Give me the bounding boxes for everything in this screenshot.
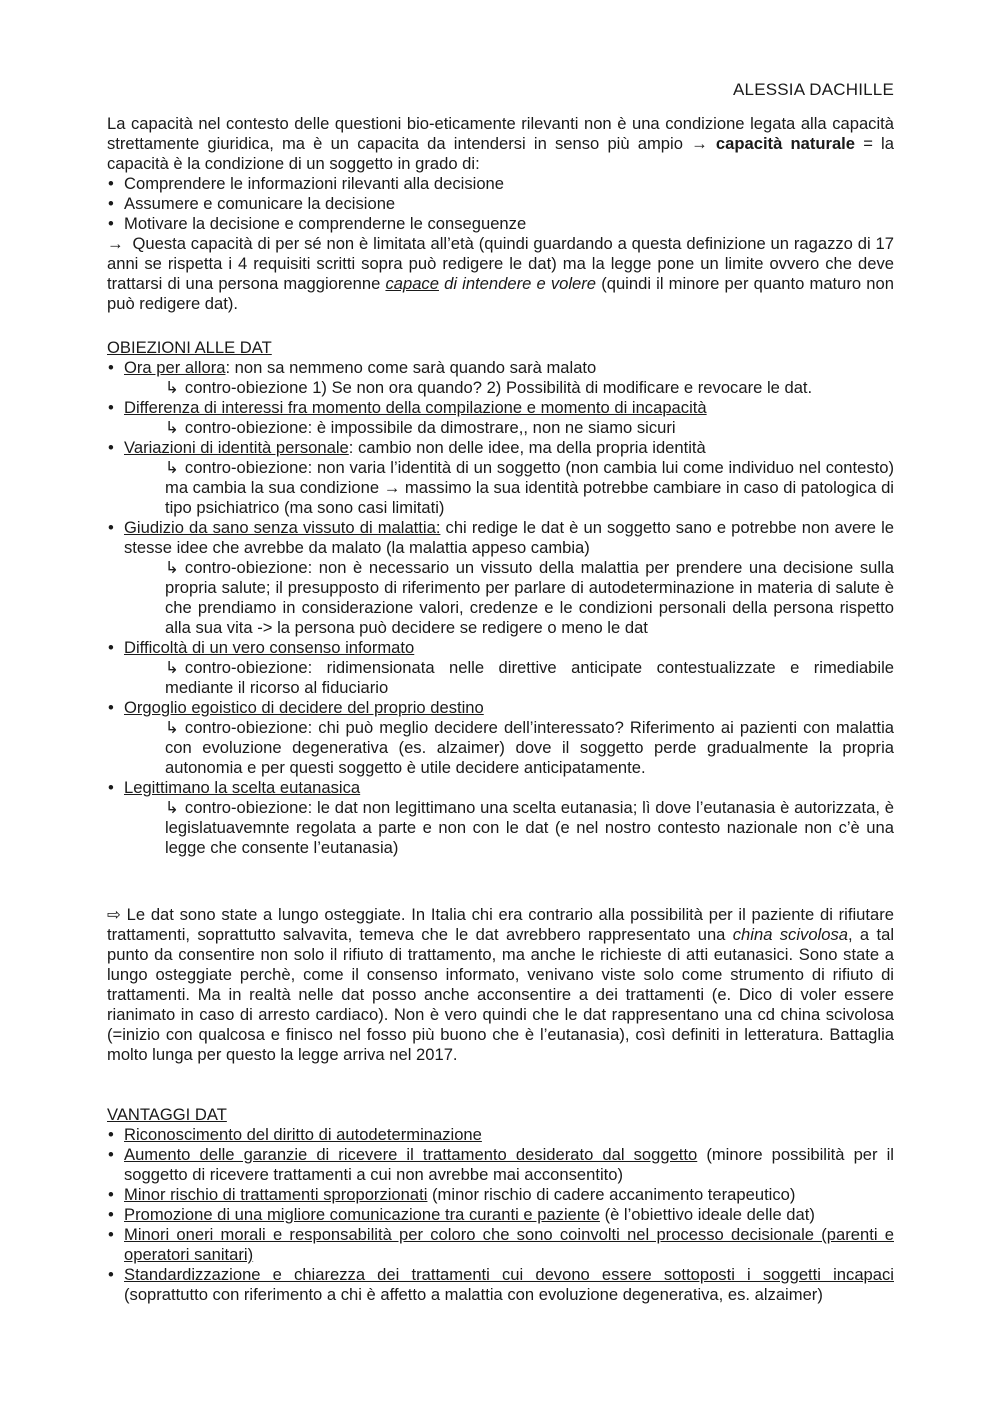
advantage-label: Minor rischio di trattamenti sproporzionati (124, 1185, 428, 1204)
list-item (107, 1205, 894, 1225)
advantage-label: Aumento delle garanzie di ricevere il trattamento desiderato dal soggetto (124, 1145, 698, 1164)
list-item (107, 1125, 894, 1145)
advantage-text: (è l’obiettivo ideale delle dat) (599, 1205, 815, 1224)
list-item (107, 1225, 894, 1265)
arrow-icon: → (691, 134, 708, 153)
advantage-text: (minore possibilità per il soggetto di ricevere trattamenti a cui non avrebbe mai acconsentito) (124, 1145, 894, 1184)
objection-label: Variazioni di identità personale (124, 438, 349, 457)
arrow-icon: → (107, 234, 124, 253)
objection-text: chi redige le dat è un soggetto sano e potrebbe non avere le stesse idee che avrebbe da malato (la malattia appeso cambia) (124, 518, 894, 557)
return-arrow-icon: ↳ (165, 458, 179, 477)
return-arrow-icon: ↳ (165, 798, 179, 817)
counter-text: contro-obiezione: non varia l’identità di un soggetto (non cambia lui come individuo nel contesto) ma cambia la sua condizione → massimo la sua identità potrebbe cambiare in caso di patologica di tipo psichiatrico (ma sono casi limitati) (165, 458, 894, 517)
author-name: ALESSIA DACHILLE (733, 80, 894, 99)
counter-objection (165, 418, 894, 438)
capacity-term: capacità naturale (715, 134, 856, 153)
section-title: OBIEZIONI ALLE DAT (107, 338, 272, 357)
objection-label: Difficoltà di un vero consenso informato (124, 638, 415, 657)
note-text: (quindi il minore per quanto maturo non può redigere dat). (107, 274, 894, 313)
counter-objection (165, 458, 894, 518)
intro-text: La capacità nel contesto delle questioni bio-eticamente rilevanti non è una condizione legata alla capacità strettamente giuridica, ma è un capacita da intendersi in senso più ampio (107, 114, 894, 153)
list-item: • Comprendere le informazioni rilevanti alla decisione (107, 174, 894, 194)
objection-text: : non sa nemmeno come sarà quando sarà malato (225, 358, 597, 377)
intendere-volere-term: di intendere e volere (444, 274, 597, 293)
counter-objection (165, 718, 894, 778)
list-item (107, 638, 894, 698)
objection-text: : cambio non delle idee, ma della propria identità (348, 438, 706, 457)
dat-history-paragraph (107, 905, 894, 1065)
advantage-text: (minor rischio di cadere accanimento terapeutico) (427, 1185, 796, 1204)
counter-text: contro-obiezione: non è necessario un vissuto della malattia per prendere una decisione sulla propria salute; il presupposto di riferimento per parlare di autodeterminazione in materia di salute è che prendiamo in considerazione valori, credenze e le condizioni personali della persona rispetto alla sua vita -> la persona può decidere se redigere o meno le dat (165, 558, 894, 637)
list-item (107, 1265, 894, 1305)
list-item (107, 778, 894, 858)
list-item (107, 518, 894, 638)
intro-section (107, 114, 894, 314)
list-item: • Motivare la decisione e comprenderne le conseguenze (107, 214, 894, 234)
paragraph-text: Le dat sono state a lungo osteggiate. In Italia chi era contrario alla possibilità per il paziente di rifiutare trattamenti, soprattutto salvavita, temeva che le dat avrebbero rappresentato una (107, 905, 894, 944)
advantage-label: Promozione di una migliore comunicazione tra curanti e paziente (124, 1205, 600, 1224)
objection-label: Differenza di interessi fra momento della compilazione e momento di incapacità (124, 398, 707, 417)
return-arrow-icon: ↳ (165, 658, 179, 677)
intro-paragraph (107, 114, 894, 174)
china-scivolosa-term: china scivolosa (732, 925, 848, 944)
objections-list (107, 358, 894, 858)
advantage-text: (soprattutto con riferimento a chi è affetto a malattia con evoluzione degenerativa, es. alzaimer) (124, 1285, 823, 1304)
objection-label: Ora per allora (124, 358, 226, 377)
return-arrow-icon: ↳ (165, 378, 179, 397)
list-item (107, 438, 894, 518)
age-note-paragraph (107, 234, 894, 314)
capacity-requirements-list (107, 174, 894, 234)
hollow-arrow-icon: ⇨ (107, 905, 121, 924)
section-title: VANTAGGI DAT (107, 1105, 227, 1124)
list-item: • Assumere e comunicare la decisione (107, 194, 894, 214)
list-item (107, 698, 894, 778)
return-arrow-icon: ↳ (165, 718, 179, 737)
counter-objection (165, 558, 894, 638)
counter-text: contro-obiezione: le dat non legittimano una scelta eutanasia; lì dove l’eutanasia è autorizzata, è legislatuavemnte regolata a parte e non con le dat (e nel nostro contesto nazionale non c’è una legge che consente l’eutanasia) (165, 798, 894, 857)
definition-text: = la capacità è la condizione di un soggetto in grado di: (107, 134, 894, 173)
note-text: Questa capacità di per sé non è limitata all’età (quindi guardando a questa definizione un ragazzo di 17 anni se rispetta i 4 requisiti scritti sopra può redigere le dat) ma la legge pone un limite ovvero che deve trattarsi di una persona maggiorenne (107, 234, 894, 293)
dat-history-section (107, 905, 894, 1065)
advantages-list (107, 1125, 894, 1305)
advantage-label: Standardizzazione e chiarezza dei trattamenti cui devono essere sottoposti i soggetti incapaci (124, 1265, 894, 1284)
objection-label: Legittimano la scelta eutanasica (124, 778, 361, 797)
objection-label: Orgoglio egoistico di decidere del proprio destino (124, 698, 484, 717)
list-item (107, 1145, 894, 1185)
return-arrow-icon: ↳ (165, 418, 179, 437)
counter-text: contro-obiezione: chi può meglio decidere dell’interessato? Riferimento ai pazienti con malattia con evoluzione degenerativa (es. alzaimer) dove il soggetto perde gradualmente la propria autonomia e per questi soggetto è utile decidere anticipatamente. (165, 718, 894, 777)
list-item (107, 358, 894, 398)
counter-text: contro-obiezione 1) Se non ora quando? 2) Possibilità di modificare e revocare le dat. (184, 378, 813, 397)
counter-objection (165, 798, 894, 858)
counter-text: contro-obiezione: è impossibile da dimostrare,, non ne siamo sicuri (184, 418, 676, 437)
return-arrow-icon: ↳ (165, 558, 179, 577)
paragraph-text: , a tal punto da consentire non solo il rifiuto di trattamento, ma anche le richieste di atti eutanasici. Sono state a lungo osteggiate perchè, come il consenso informato, venivano viste solo come strumento di rifiuto di trattamenti. Ma in realtà nelle dat posso anche acconsentire a dei trattamenti (e. Dico di voler essere rianimato in caso di arresto cardiaco). Non è vero quindi che le dat rappresentano una cd china scivolosa (=inizio con qualcosa e finisco nel fosso più buono che è l’eutanasia), così definiti in letteratura. Battaglia molto lunga per questo la legge arriva nel 2017. (107, 925, 895, 1064)
advantages-section (107, 1105, 894, 1305)
list-item (107, 398, 894, 438)
advantage-label: Minori oneri morali e responsabilità per coloro che sono coinvolti nel processo decisionale (parenti e operatori sanitari) (124, 1225, 894, 1264)
counter-objection (165, 658, 894, 698)
counter-objection (165, 378, 894, 398)
counter-text: contro-obiezione: ridimensionata nelle direttive anticipate contestualizzate e rimediabile mediante il ricorso al fiduciario (165, 658, 894, 697)
list-item (107, 1185, 894, 1205)
advantage-label: Riconoscimento del diritto di autodeterminazione (124, 1125, 482, 1144)
objection-label: Giudizio da sano senza vissuto di malattia: (124, 518, 441, 537)
objections-section (107, 338, 894, 858)
capace-term: capace (385, 274, 439, 293)
